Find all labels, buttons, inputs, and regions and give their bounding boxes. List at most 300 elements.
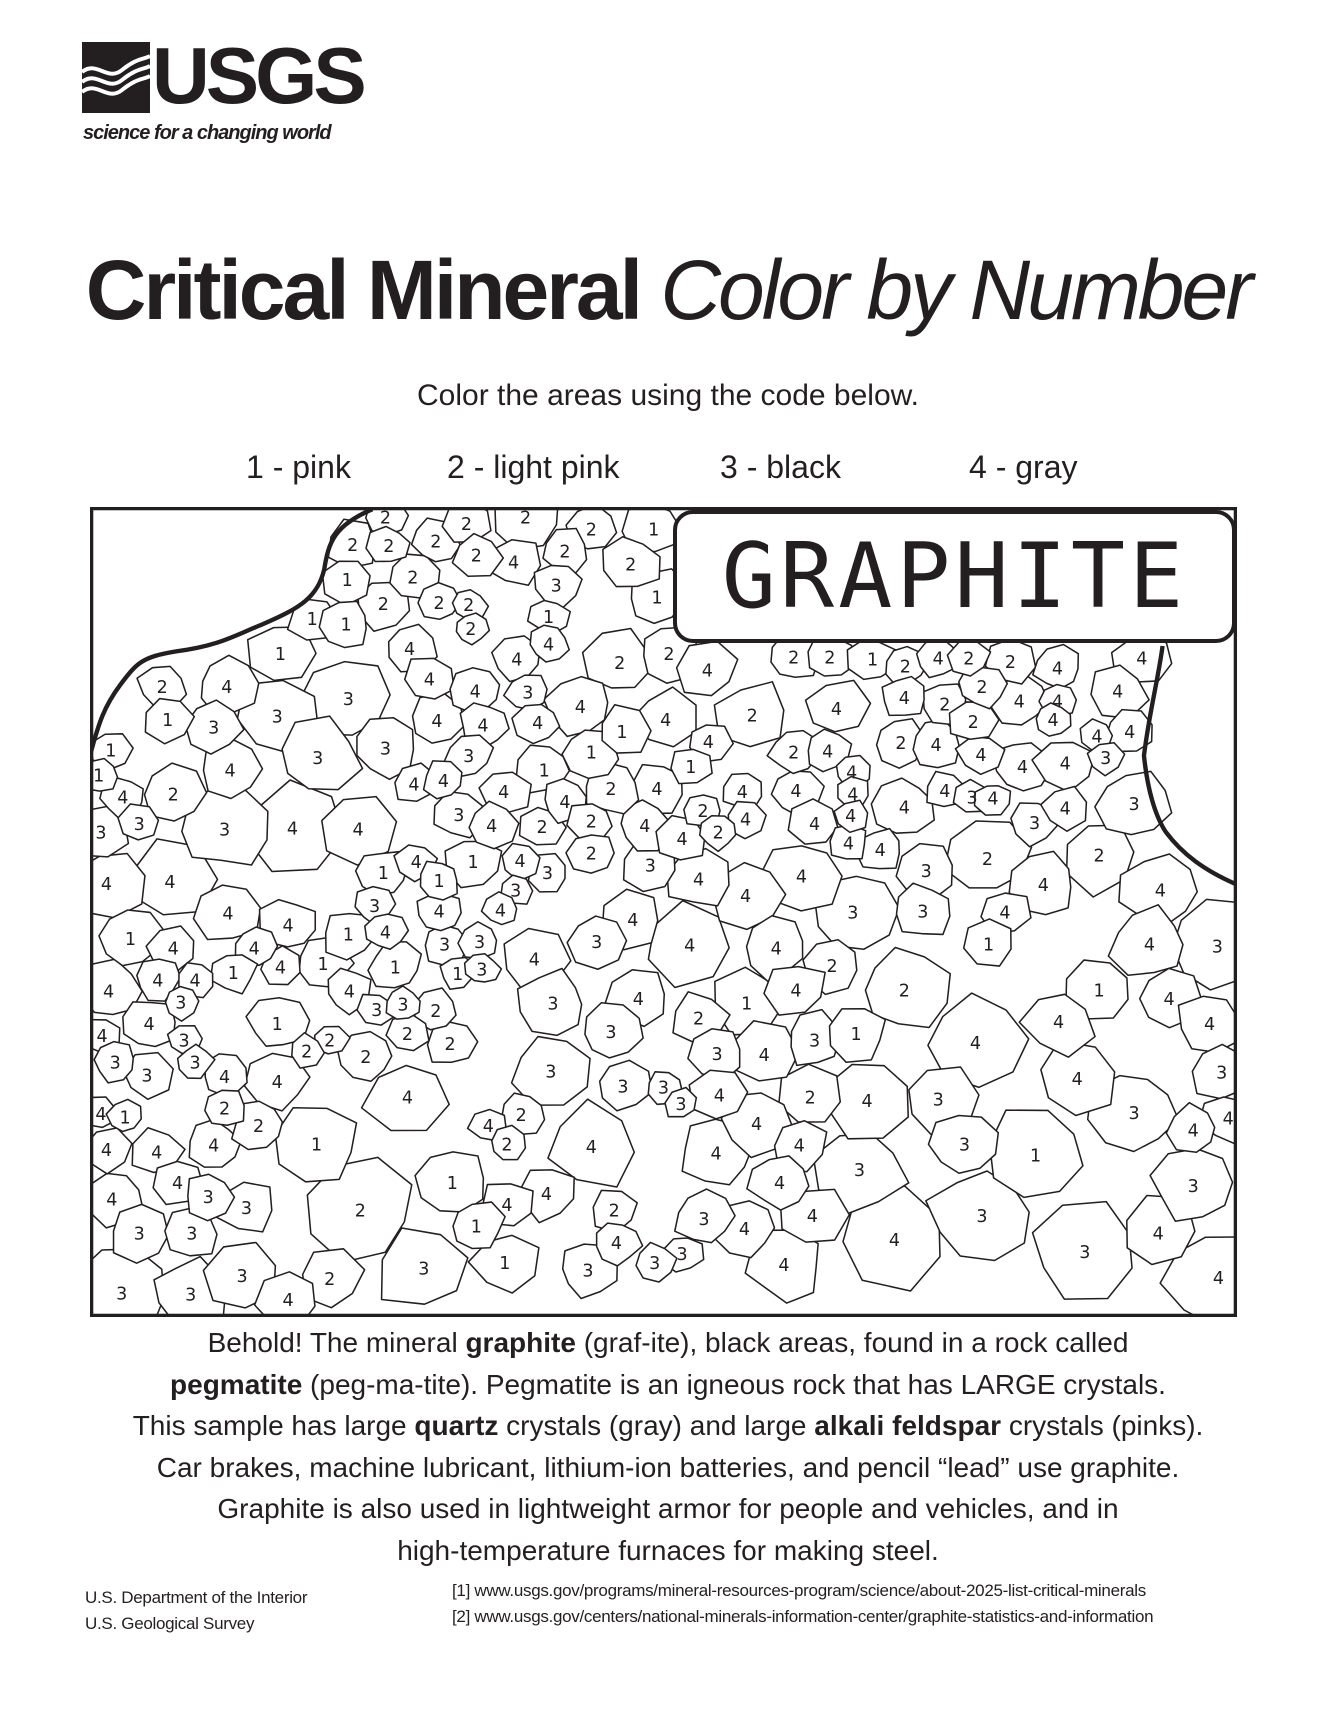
region-number-label: 4 <box>189 971 201 992</box>
region-number-label: 4 <box>822 742 834 763</box>
region-number-label: 4 <box>401 1088 413 1109</box>
map-region[interactable] <box>1192 1044 1237 1098</box>
description-text: (peg-ma-tite). Pegmatite is an igneous rock that has LARGE crystals. <box>302 1368 1166 1400</box>
description-line <box>0 1405 1336 1447</box>
region-number-label: 2 <box>898 981 910 1002</box>
region-number-label: 2 <box>401 1025 413 1046</box>
region-number-label: 2 <box>354 1201 366 1222</box>
region-number-label: 3 <box>917 902 929 923</box>
region-number-label: 4 <box>701 661 713 682</box>
region-number-label: 4 <box>437 772 450 793</box>
region-number-label: 4 <box>861 1091 873 1112</box>
region-number-label: 4 <box>408 775 420 796</box>
region-number-label: 3 <box>476 960 488 981</box>
legend-item-gray: 4 - gray <box>969 449 1078 485</box>
region-number-label: 3 <box>853 1160 865 1181</box>
region-number-label: 1 <box>124 929 137 950</box>
region-number-label: 2 <box>967 713 979 734</box>
region-number-label: 1 <box>585 743 597 764</box>
region-number-label: 4 <box>410 853 422 874</box>
title-bold: Critical Mineral <box>85 243 640 337</box>
region-number-label: 1 <box>93 766 105 787</box>
region-number-label: 2 <box>463 595 475 616</box>
region-number-label: 4 <box>96 1027 108 1048</box>
region-number-label: 4 <box>795 867 807 888</box>
region-number-label: 1 <box>741 994 753 1015</box>
region-number-label: 3 <box>208 718 220 739</box>
region-number-label: 4 <box>898 689 910 710</box>
region-number-label: 4 <box>352 820 364 841</box>
region-number-label: 1 <box>850 1025 862 1046</box>
region-number-label: 4 <box>676 830 688 851</box>
region-number-label: 3 <box>141 1066 153 1087</box>
region-number-label: 3 <box>920 861 932 882</box>
region-number-label: 3 <box>649 1253 661 1274</box>
region-number-label: 4 <box>404 639 416 660</box>
region-number-label: 4 <box>1091 727 1103 748</box>
region-number-label: 4 <box>770 939 782 960</box>
region-number-label: 3 <box>958 1135 971 1156</box>
reference-link[interactable]: [2] www.usgs.gov/centers/national-minerals-information-center/graphite-statistics-and-information <box>452 1607 1154 1626</box>
region-number-label: 4 <box>221 678 233 699</box>
region-number-label: 3 <box>657 1078 670 1099</box>
region-number-label: 2 <box>324 1031 336 1052</box>
region-number-label: 4 <box>1051 659 1064 680</box>
region-number-label: 3 <box>1100 749 1112 770</box>
region-number-label: 3 <box>371 1000 383 1021</box>
region-number-label: 2 <box>608 1201 620 1222</box>
region-number-label: 3 <box>932 1090 944 1111</box>
region-number-label: 2 <box>407 568 419 589</box>
region-number-label: 3 <box>219 820 231 841</box>
region-number-label: 4 <box>1187 1121 1199 1142</box>
description-text: Behold! The mineral <box>207 1327 466 1358</box>
region-number-label: 3 <box>1028 813 1041 834</box>
region-number-label: 1 <box>271 1015 283 1036</box>
reference-link[interactable]: [1] www.usgs.gov/programs/mineral-resources-program/science/about-2025-list-critical-minerals <box>452 1581 1146 1600</box>
region-number-label: 4 <box>808 814 821 835</box>
region-number-label: 1 <box>340 615 352 636</box>
region-number-label: 3 <box>189 1053 201 1074</box>
region-number-label: 4 <box>1124 722 1136 743</box>
region-number-label: 1 <box>982 935 995 956</box>
region-number-label: 4 <box>282 1291 294 1312</box>
region-number-label: 4 <box>574 697 586 718</box>
region-number-label: 1 <box>685 757 697 778</box>
region-number-label: 4 <box>898 798 910 819</box>
map-region[interactable] <box>90 854 145 918</box>
region-number-label: 2 <box>252 1117 265 1138</box>
description-text: crystals (pinks). <box>1001 1410 1204 1442</box>
region-number-label: 3 <box>698 1210 710 1231</box>
region-number-label: 3 <box>676 1245 688 1266</box>
description <box>0 1322 1336 1572</box>
region-number-label: 1 <box>452 964 464 985</box>
region-number-label: 2 <box>585 812 597 833</box>
region-number-label: 4 <box>627 911 639 932</box>
region-number-label: 4 <box>845 807 857 828</box>
region-number-label: 3 <box>312 749 324 770</box>
region-number-label: 4 <box>143 1015 155 1036</box>
region-number-label: 3 <box>178 1031 190 1052</box>
region-number-label: 2 <box>895 733 907 754</box>
legend-item-light-pink: 2 - light pink <box>447 449 620 485</box>
legend-item-pink: 1 - pink <box>246 449 351 485</box>
region-number-label: 3 <box>109 1053 121 1074</box>
page-title <box>0 240 1336 340</box>
region-number-label: 2 <box>663 645 675 666</box>
region-number-label: 3 <box>1211 937 1223 958</box>
region-number-label: 1 <box>377 864 389 885</box>
region-number-label: 2 <box>826 957 838 978</box>
region-number-label: 4 <box>433 902 445 923</box>
description-line <box>0 1364 1336 1406</box>
region-number-label: 2 <box>167 785 179 806</box>
region-number-label: 2 <box>605 779 617 800</box>
region-number-label: 2 <box>963 649 975 670</box>
region-number-label: 3 <box>202 1188 214 1209</box>
region-number-label: 3 <box>186 1224 198 1245</box>
region-number-label: 3 <box>591 933 603 954</box>
description-line <box>0 1530 1336 1572</box>
region-number-label: 4 <box>692 870 705 891</box>
region-number-label: 1 <box>499 1253 511 1274</box>
region-number-label: 2 <box>301 1042 313 1063</box>
region-number-label: 4 <box>846 763 858 784</box>
description-text: Graphite is also used in lightweight armor for people and vehicles, and in <box>217 1493 1119 1525</box>
region-number-label: 2 <box>536 818 548 839</box>
region-number-label: 4 <box>274 958 287 979</box>
region-number-label: 2 <box>804 1088 816 1109</box>
region-number-label: 2 <box>585 520 597 541</box>
region-number-label: 4 <box>1013 692 1025 713</box>
logo-wordmark: USGS <box>152 31 363 120</box>
region-number-label: 4 <box>660 710 672 731</box>
region-number-label: 2 <box>501 1135 513 1156</box>
region-number-label: 2 <box>444 1034 456 1055</box>
region-number-label: 4 <box>219 1067 231 1088</box>
region-number-label: 2 <box>360 1048 372 1069</box>
region-number-label: 4 <box>639 817 651 838</box>
region-number-label: 3 <box>116 1284 128 1305</box>
region-number-label: 4 <box>999 903 1011 924</box>
description-text: crystals (gray) and large <box>498 1410 815 1442</box>
region-number-label: 3 <box>545 1062 557 1083</box>
region-number-label: 3 <box>1128 1103 1140 1124</box>
description-text: Car brakes, machine lubricant, lithium-ion batteries, and pencil “lead” use graphite. <box>156 1451 1180 1483</box>
region-number-label: 4 <box>106 1190 118 1211</box>
mineral-term: graphite <box>465 1327 576 1358</box>
region-number-label: 4 <box>1154 881 1166 902</box>
region-number-label: 4 <box>167 939 179 960</box>
region-number-label: 4 <box>494 901 506 922</box>
region-number-label: 2 <box>520 508 532 529</box>
region-number-label: 3 <box>95 823 107 844</box>
region-number-label: 3 <box>541 864 554 885</box>
region-number-label: 4 <box>286 819 299 840</box>
region-number-label: 4 <box>152 971 164 992</box>
region-number-label: 4 <box>793 1136 805 1157</box>
region-number-label: 4 <box>684 936 696 957</box>
usgs-logo-icon <box>82 42 150 113</box>
region-number-label: 4 <box>702 732 714 753</box>
region-number-label: 2 <box>383 536 395 557</box>
region-number-label: 3 <box>271 707 283 728</box>
region-number-label: 2 <box>585 844 597 865</box>
region-number-label: 4 <box>423 670 435 691</box>
region-number-label: 4 <box>117 788 129 809</box>
region-number-label: 4 <box>528 950 540 971</box>
region-number-label: 2 <box>219 1099 231 1120</box>
region-number-label: 2 <box>430 532 442 553</box>
region-number-label: 3 <box>605 1022 617 1043</box>
region-number-label: 4 <box>1152 1224 1164 1245</box>
region-number-label: 2 <box>788 743 800 764</box>
region-number-label: 2 <box>156 678 168 699</box>
region-number-label: 4 <box>511 650 523 671</box>
region-number-label: 1 <box>1030 1146 1042 1167</box>
region-number-label: 4 <box>100 875 112 896</box>
region-number-label: 3 <box>379 739 392 760</box>
region-number-label: 2 <box>515 1106 527 1127</box>
region-number-label: 4 <box>1136 649 1148 670</box>
region-number-label: 2 <box>614 653 626 675</box>
region-number-label: 2 <box>976 678 988 699</box>
region-number-label: 2 <box>1004 652 1017 673</box>
region-number-label: 4 <box>100 1141 112 1162</box>
region-number-label: 2 <box>377 594 389 615</box>
region-number-label: 4 <box>874 841 886 862</box>
region-number-label: 2 <box>559 542 571 563</box>
region-number-label: 1 <box>648 520 660 541</box>
description-text: This sample has large <box>132 1410 415 1442</box>
region-number-label: 4 <box>514 852 526 873</box>
region-number-label: 1 <box>317 955 329 976</box>
region-number-label: 2 <box>824 648 836 669</box>
region-number-label: 4 <box>222 904 234 925</box>
region-number-label: 4 <box>431 712 443 733</box>
region-number-label: 2 <box>939 695 951 716</box>
region-number-label: 1 <box>543 608 555 629</box>
region-number-label: 4 <box>482 1117 494 1138</box>
region-number-label: 1 <box>119 1108 131 1129</box>
region-number-label: 4 <box>740 810 752 831</box>
description-line <box>0 1322 1336 1364</box>
region-number-label: 1 <box>866 650 879 671</box>
region-number-label: 4 <box>710 1144 722 1165</box>
region-number-label: 4 <box>379 923 392 944</box>
region-number-label: 4 <box>750 1114 763 1135</box>
mineral-term: quartz <box>414 1410 499 1442</box>
region-number-label: 1 <box>105 741 117 762</box>
title-italic: Color by Number <box>660 243 1251 337</box>
region-number-label: 1 <box>651 588 663 609</box>
region-number-label: 4 <box>806 1206 818 1227</box>
region-number-label: 1 <box>342 925 354 946</box>
region-number-label: 1 <box>470 1217 482 1238</box>
region-number-label: 4 <box>888 1230 901 1251</box>
rock-boundary-right <box>1144 646 1237 885</box>
region-number-label: 4 <box>1059 754 1071 775</box>
region-number-label: 3 <box>133 814 145 835</box>
region-number-label: 4 <box>1143 935 1156 956</box>
region-number-label: 2 <box>470 546 482 567</box>
region-number-label: 3 <box>547 994 559 1015</box>
region-number-label: 1 <box>446 1173 458 1194</box>
region-number-label: 1 <box>274 645 287 666</box>
region-number-label: 3 <box>510 881 522 902</box>
region-number-label: 4 <box>738 1219 751 1240</box>
region-number-label: 3 <box>1187 1177 1199 1198</box>
region-number-label: 4 <box>932 649 944 670</box>
mineral-name-badge <box>673 510 1236 643</box>
agency-info <box>85 1585 307 1637</box>
region-number-label: 4 <box>151 1143 163 1164</box>
region-number-label: 3 <box>966 788 978 809</box>
region-number-label: 4 <box>1053 1013 1065 1034</box>
region-number-label: 1 <box>616 722 628 743</box>
region-number-label: 4 <box>477 716 489 737</box>
region-number-label: 4 <box>1204 1015 1216 1036</box>
region-number-label: 3 <box>368 896 381 918</box>
mineral-term: pegmatite <box>170 1368 303 1400</box>
region-number-label: 4 <box>1112 682 1124 703</box>
region-number-label: 3 <box>976 1206 988 1227</box>
region-number-label: 4 <box>773 1173 786 1194</box>
region-number-label: 3 <box>675 1095 687 1116</box>
region-number-label: 4 <box>559 793 571 814</box>
region-number-label: 2 <box>460 514 473 535</box>
region-number-label: 2 <box>433 593 445 614</box>
logo-tagline: science for a changing world <box>83 122 331 144</box>
agency-department: U.S. Department of the Interior <box>85 1588 308 1607</box>
region-number-label: 2 <box>1093 846 1105 867</box>
description-line <box>0 1447 1336 1489</box>
region-number-label: 4 <box>532 714 544 735</box>
region-number-label: 4 <box>930 736 942 757</box>
region-number-label: 4 <box>1071 1069 1083 1090</box>
region-number-label: 4 <box>842 834 855 855</box>
region-number-label: 2 <box>746 706 758 727</box>
region-number-label: 4 <box>343 982 355 1003</box>
description-text: (graf-ite), black areas, found in a rock called <box>575 1327 1129 1358</box>
region-number-label: 4 <box>171 1173 184 1194</box>
region-number-label: 4 <box>758 1045 770 1066</box>
region-number-label: 3 <box>236 1266 248 1287</box>
region-number-label: 1 <box>227 963 239 984</box>
region-number-label: 3 <box>439 935 451 956</box>
region-number-label: 4 <box>632 990 644 1011</box>
region-number-label: 4 <box>651 779 663 800</box>
region-number-label: 3 <box>185 1285 197 1306</box>
region-number-label: 4 <box>975 745 987 766</box>
region-number-label: 4 <box>1212 1269 1224 1290</box>
region-number-label: 3 <box>418 1259 430 1280</box>
region-number-label: 1 <box>310 1135 323 1156</box>
region-number-label: 4 <box>469 682 481 703</box>
region-number-label: 2 <box>379 508 392 529</box>
region-number-label: 4 <box>830 699 842 720</box>
region-number-label: 4 <box>498 783 510 804</box>
region-number-label: 4 <box>282 916 294 937</box>
region-number-label: 4 <box>248 939 260 960</box>
region-number-label: 4 <box>271 1073 283 1094</box>
region-number-label: 2 <box>324 1270 336 1291</box>
region-number-label: 4 <box>610 1234 623 1255</box>
description-text: high-temperature furnaces for making steel. <box>397 1534 939 1566</box>
region-number-label: 4 <box>1037 876 1049 897</box>
region-number-label: 3 <box>453 806 465 827</box>
description-line <box>0 1488 1336 1530</box>
region-number-label: 3 <box>463 747 475 768</box>
region-number-label: 3 <box>808 1031 821 1052</box>
region-number-label: 2 <box>981 849 994 870</box>
region-number-label: 4 <box>1016 757 1029 778</box>
region-number-label: 1 <box>341 570 353 591</box>
region-number-label: 1 <box>467 853 479 874</box>
region-number-label: 1 <box>389 958 401 979</box>
region-number-label: 3 <box>522 683 534 704</box>
region-number-label: 2 <box>712 823 724 844</box>
region-number-label: 2 <box>347 535 359 556</box>
region-number-label: 1 <box>538 761 550 782</box>
agency-survey: U.S. Geological Survey <box>85 1614 255 1633</box>
region-number-label: 4 <box>540 1184 552 1205</box>
region-number-label: 3 <box>711 1044 723 1065</box>
region-number-label: 4 <box>208 1136 220 1157</box>
region-number-label: 4 <box>1222 1109 1234 1130</box>
region-number-label: 3 <box>550 576 562 597</box>
region-number-label: 4 <box>585 1137 597 1158</box>
region-number-label: 4 <box>1163 990 1175 1011</box>
region-number-label: 3 <box>474 933 486 954</box>
region-number-label: 3 <box>1128 795 1140 816</box>
region-number-label: 3 <box>582 1261 594 1282</box>
mineral-term: alkali feldspar <box>814 1410 1002 1442</box>
references <box>452 1578 1153 1630</box>
region-number-label: 4 <box>713 1086 725 1107</box>
region-number-label: 2 <box>430 1002 442 1023</box>
region-number-label: 3 <box>1079 1242 1091 1263</box>
region-number-label: 2 <box>625 555 637 576</box>
region-number-label: 2 <box>692 1009 705 1030</box>
region-number-label: 4 <box>740 887 752 908</box>
region-number-label: 4 <box>543 635 555 656</box>
region-number-label: 4 <box>224 761 236 782</box>
region-number-label: 4 <box>103 982 115 1003</box>
region-number-label: 3 <box>133 1224 145 1245</box>
region-number-label: 3 <box>175 993 187 1014</box>
region-number-label: 2 <box>788 648 800 669</box>
region-number-label: 2 <box>697 801 709 822</box>
region-number-label: 4 <box>501 1195 513 1216</box>
region-number-label: 4 <box>969 1033 981 1054</box>
region-number-label: 4 <box>790 981 802 1002</box>
region-number-label: 3 <box>342 690 354 711</box>
region-number-label: 4 <box>778 1256 790 1277</box>
region-number-label: 2 <box>465 620 477 641</box>
region-number-label: 1 <box>433 871 445 892</box>
region-number-label: 4 <box>847 785 859 806</box>
region-number-label: 4 <box>939 782 951 803</box>
region-number-label: 1 <box>306 610 318 631</box>
region-number-label: 3 <box>240 1199 253 1220</box>
region-number-label: 4 <box>507 553 520 574</box>
region-number-label: 4 <box>1059 799 1071 820</box>
region-number-label: 4 <box>736 783 748 804</box>
region-number-label: 4 <box>1051 692 1064 713</box>
region-number-label: 3 <box>397 995 409 1016</box>
